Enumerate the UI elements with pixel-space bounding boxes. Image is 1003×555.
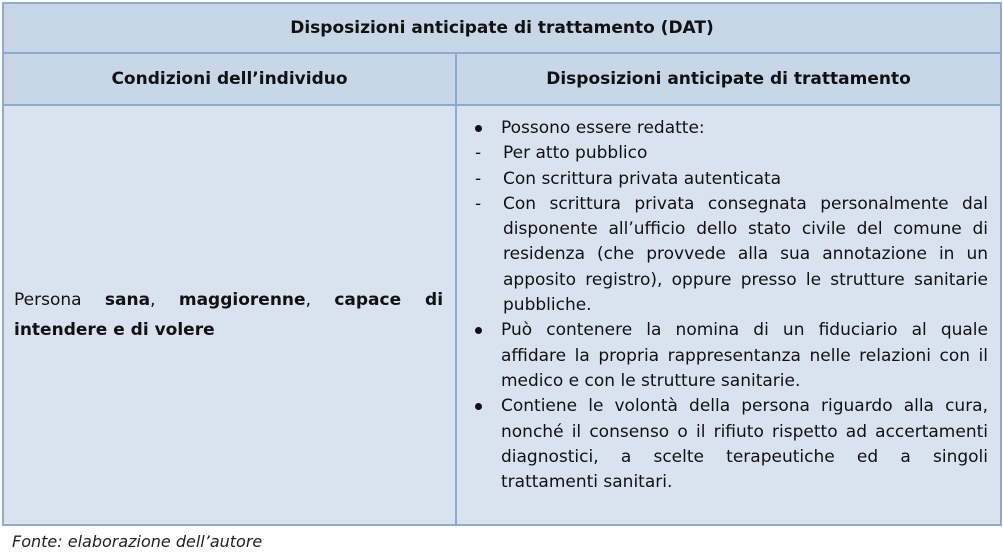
list-item xyxy=(473,318,988,394)
text-sana: sana xyxy=(104,290,151,310)
dispositions-list xyxy=(473,116,988,495)
list-item-text: Può contenere la nomina di un fiduciario al quale affidare la propria rappresentanza nelle relazioni con il medico e con le strutture sanitarie. xyxy=(501,320,988,391)
text-maggiorenne: maggiorenne xyxy=(178,290,306,310)
dispositions-cell xyxy=(456,105,1001,525)
table-title: Disposizioni anticipate di trattamento (DAT) xyxy=(3,3,1001,53)
list-item xyxy=(473,192,988,318)
list-item xyxy=(473,116,988,141)
list-item xyxy=(473,141,988,166)
bullet-icon xyxy=(473,394,501,495)
bullet-icon xyxy=(473,116,501,141)
list-item-text: Contiene le volontà della persona riguardo alla cura, nonché il consenso o il rifiuto rispetto ad accertamenti diagnostici, a scelte terapeutiche ed a singoli trattamenti sanitari. xyxy=(501,396,988,493)
list-item xyxy=(473,394,988,495)
text-capace: capace di intendere e di volere xyxy=(14,290,444,340)
dash-icon: - xyxy=(475,168,482,189)
text-persona: Persona xyxy=(14,290,105,310)
bullet-icon xyxy=(473,318,501,394)
text-comma-2: , xyxy=(305,290,335,310)
list-item-text: Per atto pubblico xyxy=(503,143,648,164)
source-note: Fonte: elaborazione dell’autore xyxy=(12,532,263,551)
list-item-text: Con scrittura privata autenticata xyxy=(503,168,782,189)
list-item-text: Possono essere redatte: xyxy=(501,118,705,138)
dat-table xyxy=(2,2,1002,526)
conditions-text xyxy=(4,285,455,345)
dash-icon: - xyxy=(475,193,482,214)
dash-icon: - xyxy=(475,143,482,164)
list-item xyxy=(473,167,988,192)
header-dispositions: Disposizioni anticipate di trattamento xyxy=(456,53,1001,105)
list-item-text: Con scrittura privata consegnata personalmente dal disponente all’ufficio dello stato civile del comune di residenza (che provvede alla sua annotazione in un apposito registro), oppure presso le strutture sanitarie pubbliche. xyxy=(503,193,988,316)
text-comma-1: , xyxy=(150,290,179,310)
header-conditions: Condizioni dell’individuo xyxy=(3,53,456,105)
conditions-cell xyxy=(3,105,456,525)
